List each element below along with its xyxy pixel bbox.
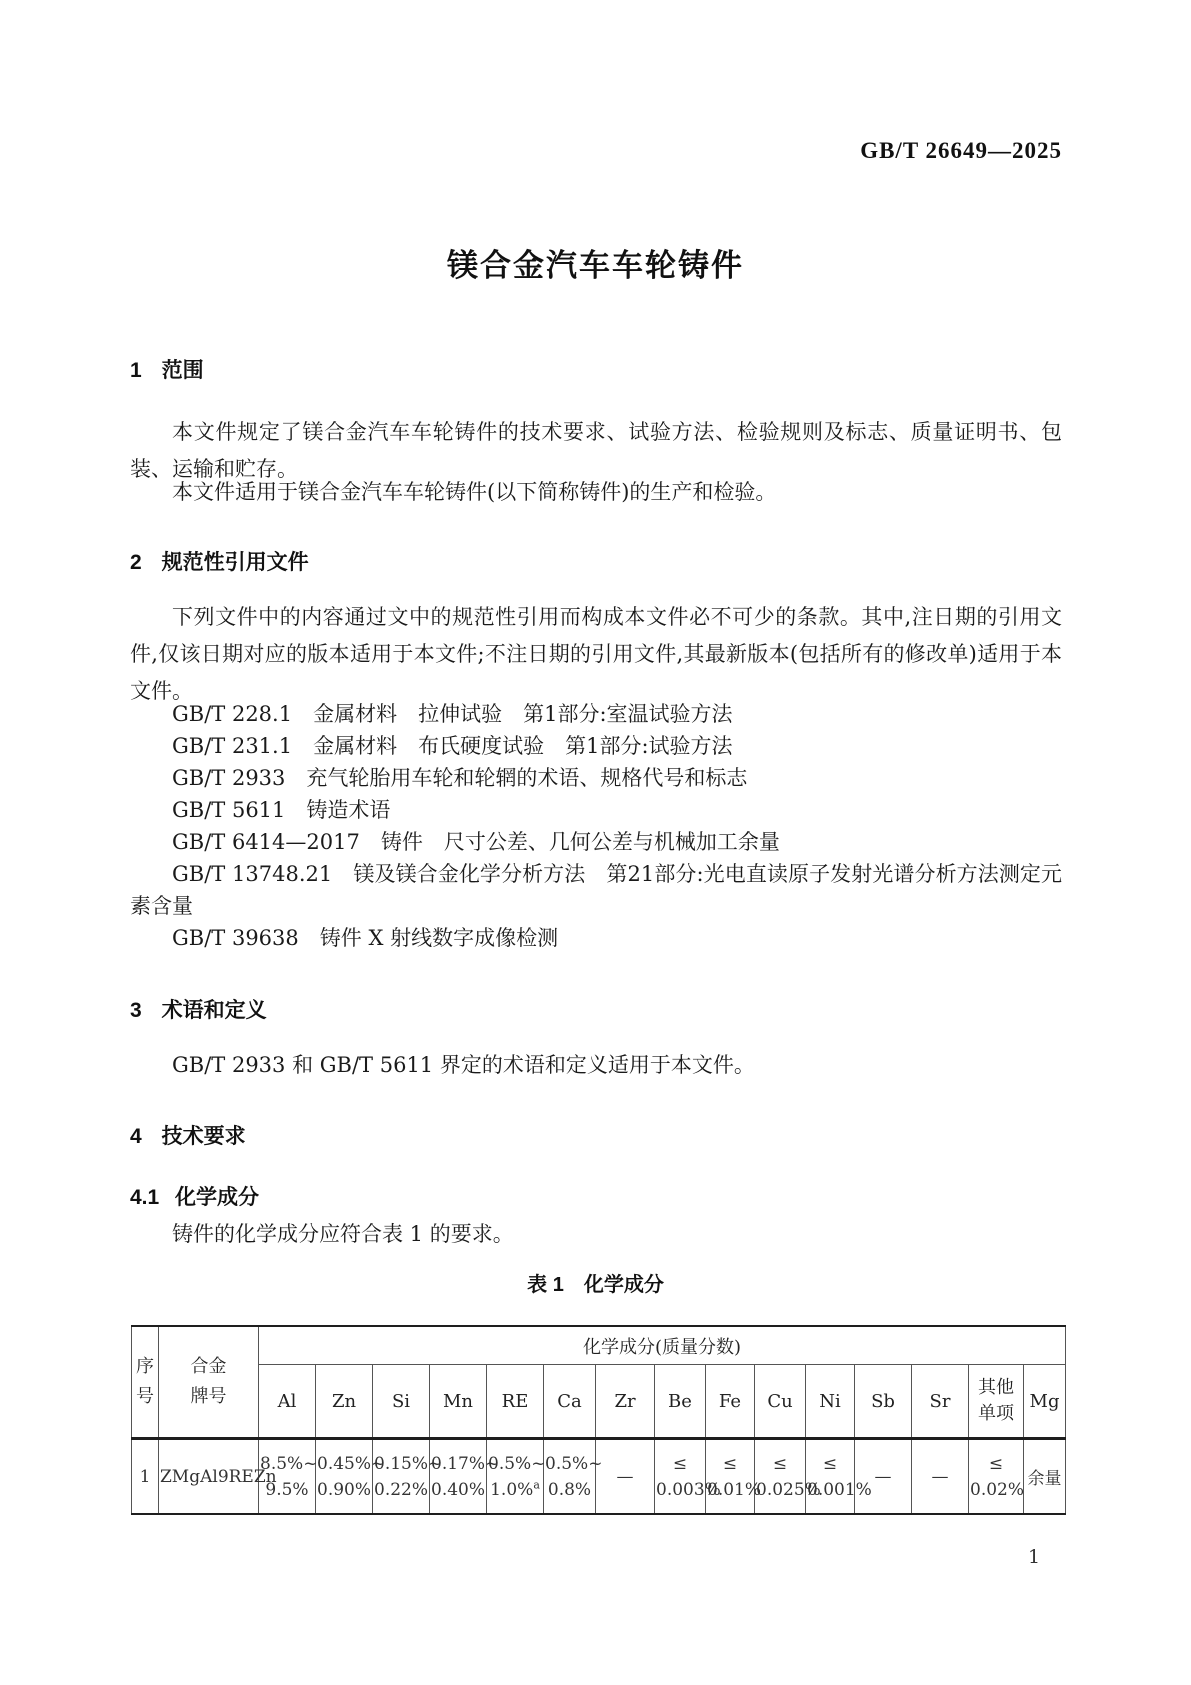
- header-element-RE: RE: [487, 1365, 544, 1439]
- cell-Sb: —: [855, 1439, 912, 1515]
- table-1-caption: 表 1 化学成分: [527, 1274, 664, 1296]
- footnote-a-marker: a: [533, 1477, 540, 1491]
- cell-other-single: ≤ 0.02%: [969, 1439, 1024, 1515]
- cell-Sr: —: [912, 1439, 969, 1515]
- cell-Fe: ≤ 0.01%: [706, 1439, 755, 1515]
- section-1-paragraph-2: 本文件适用于镁合金汽车车轮铸件(以下简称铸件)的生产和检验。: [172, 480, 777, 504]
- section-4-1-heading: [130, 1181, 259, 1211]
- cell-RE-value: 1.0%: [490, 1479, 534, 1500]
- standard-number: GB/T 26649—2025: [860, 138, 1062, 163]
- cell-Mn: 0.17%~ 0.40%: [430, 1439, 487, 1515]
- section-4-title: 技术要求: [161, 1125, 246, 1148]
- header-alloy-grade-text: 合金牌号: [190, 1356, 227, 1407]
- cell-Al: 8.5%~ 9.5%: [259, 1439, 316, 1515]
- cell-seq: 1: [132, 1439, 159, 1515]
- reference-item: GB/T 228.1 金属材料 拉伸试验 第1部分:室温试验方法: [172, 702, 733, 726]
- reference-item: GB/T 5611 铸造术语: [172, 798, 391, 822]
- header-element-Sb: Sb: [855, 1365, 912, 1439]
- header-element-Al: Al: [259, 1365, 316, 1439]
- cell-Ni: ≤ 0.001%: [806, 1439, 855, 1515]
- document-title: 镁合金汽车车轮铸件: [447, 248, 744, 283]
- reference-item: GB/T 6414—2017 铸件 尺寸公差、几何公差与机械加工余量: [172, 830, 780, 854]
- header-seq-no: 序号: [132, 1326, 159, 1439]
- header-element-Mg: Mg: [1024, 1365, 1066, 1439]
- section-3-paragraph: GB/T 2933 和 GB/T 5611 界定的术语和定义适用于本文件。: [172, 1053, 755, 1077]
- reference-item: GB/T 231.1 金属材料 布氏硬度试验 第1部分:试验方法: [172, 734, 733, 758]
- section-2-intro: 下列文件中的内容通过文中的规范性引用而构成本文件必不可少的条款。其中,注日期的引用文件,仅该日期对应的版本适用于本文件;不注日期的引用文件,其最新版本(包括所有的修改单)适用于本文件。: [130, 605, 1062, 703]
- cell-alloy: ZMgAl9REZn: [159, 1439, 259, 1515]
- cell-RE: 0.5%~ 1.0%$^a$: [487, 1439, 544, 1515]
- table-row: [132, 1439, 1066, 1515]
- section-3-heading: [130, 994, 267, 1024]
- page-number: 1: [1028, 1546, 1041, 1568]
- reference-item: GB/T 39638 铸件 X 射线数字成像检测: [172, 926, 559, 950]
- cell-Cu: ≤ 0.025%: [755, 1439, 806, 1515]
- header-other-single: [969, 1365, 1024, 1439]
- section-2-title: 规范性引用文件: [161, 551, 309, 574]
- header-element-Ni: Ni: [806, 1365, 855, 1439]
- cell-Mg: 余量: [1024, 1439, 1066, 1515]
- header-element-Cu: Cu: [755, 1365, 806, 1439]
- reference-item: GB/T 2933 充气轮胎用车轮和轮辋的术语、规格代号和标志: [172, 766, 748, 790]
- cell-Si: 0.15%~ 0.22%: [373, 1439, 430, 1515]
- cell-Zr: —: [596, 1439, 655, 1515]
- section-2-heading: [130, 546, 309, 576]
- section-4-number: 4: [130, 1125, 142, 1148]
- header-element-Mn: Mn: [430, 1365, 487, 1439]
- header-element-Be: Be: [655, 1365, 706, 1439]
- header-element-Sr: Sr: [912, 1365, 969, 1439]
- header-element-Zn: Zn: [316, 1365, 373, 1439]
- section-3-number: 3: [130, 999, 142, 1022]
- cell-Ca: 0.5%~ 0.8%: [544, 1439, 596, 1515]
- section-1-title: 范围: [161, 359, 204, 382]
- cell-Zn: 0.45%~ 0.90%: [316, 1439, 373, 1515]
- section-4-1-title: 化学成分: [174, 1186, 259, 1209]
- header-alloy-grade: [159, 1326, 259, 1439]
- section-1-paragraph-1: 本文件规定了镁合金汽车车轮铸件的技术要求、试验方法、检验规则及标志、质量证明书、包装、运输和贮存。: [130, 420, 1062, 481]
- header-element-Ca: Ca: [544, 1365, 596, 1439]
- header-element-Zr: Zr: [596, 1365, 655, 1439]
- normative-references-list: [130, 698, 1062, 954]
- cell-Be: ≤ 0.003%: [655, 1439, 706, 1515]
- header-composition-group: 化学成分(质量分数): [259, 1326, 1066, 1365]
- section-1-number: 1: [130, 359, 142, 382]
- section-2-number: 2: [130, 551, 142, 574]
- section-4-1-paragraph: 铸件的化学成分应符合表 1 的要求。: [172, 1222, 514, 1246]
- chemical-composition-table: [131, 1325, 1066, 1515]
- section-4-heading: [130, 1120, 246, 1150]
- header-element-Si: Si: [373, 1365, 430, 1439]
- section-3-title: 术语和定义: [161, 999, 267, 1022]
- section-4-1-number: 4.1: [130, 1186, 160, 1209]
- header-element-Fe: Fe: [706, 1365, 755, 1439]
- section-1-heading: [130, 354, 204, 384]
- header-other-single-text: 其他单项: [978, 1377, 1014, 1424]
- reference-item: GB/T 13748.21 镁及镁合金化学分析方法 第21部分:光电直读原子发射光谱分析方法测定元素含量: [130, 862, 1062, 918]
